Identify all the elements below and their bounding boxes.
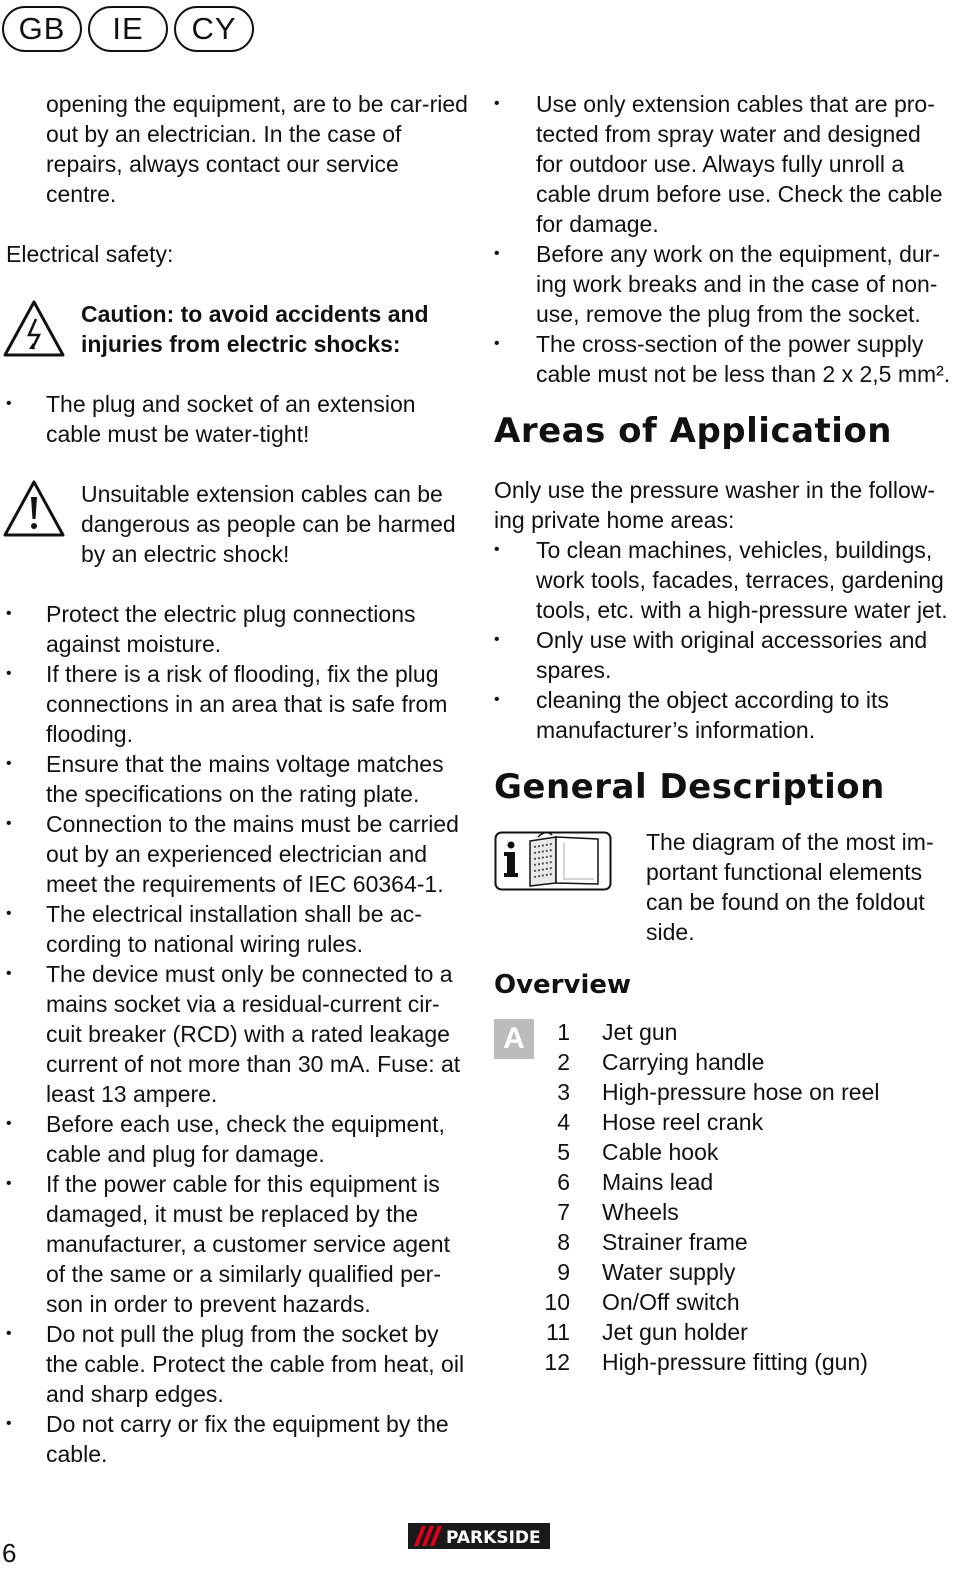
part-name: High-pressure hose on reel: [602, 1079, 880, 1105]
list-item: • The device must only be connected to a mains socket via a residual-current cir-cuit breaker (RCD) with a rated leakage current of not more than 30 mA. Fuse: at least 13 ampere.: [6, 959, 468, 1109]
areas-of-application-heading: Areas of Application: [494, 411, 893, 451]
language-badge-gb: GB: [2, 6, 82, 52]
list-item: [542, 1257, 879, 1287]
areas-intro: Only use the pressure washer in the follow-ing private home areas:: [494, 477, 936, 533]
list-item: [542, 1047, 879, 1077]
part-name: Cable hook: [602, 1139, 719, 1165]
list-item: [542, 1167, 879, 1197]
left-column: [6, 89, 468, 1469]
list-item: • If there is a risk of flooding, fix the plug connections in an area that is safe from flooding.: [6, 659, 468, 749]
list-item: [542, 1317, 879, 1347]
list-item: • Do not carry or fix the equipment by the cable.: [6, 1409, 468, 1469]
part-name: Jet gun holder: [602, 1319, 748, 1345]
list-item: • To clean machines, vehicles, buildings, work tools, facades, terraces, gardening tools, etc. with a high-pressure water jet.: [494, 535, 954, 625]
list-item: • Before each use, check the equipment, cable and plug for damage.: [6, 1109, 468, 1169]
exclamation-warning-icon: [2, 479, 66, 539]
part-name: Carrying handle: [602, 1049, 765, 1075]
electrical-safety-list: [6, 599, 468, 1469]
part-number: 6: [557, 1169, 570, 1195]
list-item: • The plug and socket of an extension cable must be water-tight!: [6, 389, 468, 449]
list-item: • Ensure that the mains voltage matches the specifications on the rating plate.: [6, 749, 468, 809]
part-name: Strainer frame: [602, 1229, 748, 1255]
list-item: [542, 1137, 879, 1167]
language-badges: [2, 6, 254, 52]
figure-a-badge: A: [494, 1019, 534, 1059]
list-item: • Before any work on the equipment, dur-ing work breaks and in the case of non-use, remove the plug from the socket.: [494, 239, 954, 329]
part-number: 8: [557, 1229, 570, 1255]
part-number: 2: [557, 1049, 570, 1075]
right-column: [494, 89, 954, 1377]
part-name: Hose reel crank: [602, 1109, 764, 1135]
list-item: • If the power cable for this equipment is damaged, it must be replaced by the manufacturer, a customer service agent of the same or a similarly qualified per-son in order to prevent hazards.: [6, 1169, 468, 1319]
part-name: Mains lead: [602, 1169, 714, 1195]
caution-block: [6, 299, 468, 359]
overview-heading: Overview: [494, 970, 632, 1000]
logo-text: PARKSIDE: [446, 1528, 541, 1548]
warning-text: Unsuitable extension cables can be dangerous as people can be harmed by an electric shock!: [81, 481, 456, 567]
list-item: • The electrical installation shall be ac-cording to national wiring rules.: [6, 899, 468, 959]
part-name: Jet gun: [602, 1019, 678, 1045]
general-description-text: The diagram of the most im-portant functional elements can be found on the foldout side.: [646, 829, 934, 945]
part-number: 5: [557, 1139, 570, 1165]
general-description-block: [494, 827, 954, 947]
part-name: Wheels: [602, 1199, 679, 1225]
extension-cable-list: [494, 89, 954, 389]
part-number: 1: [557, 1019, 570, 1045]
list-item: [542, 1347, 879, 1377]
list-item: [542, 1017, 879, 1047]
electric-shock-warning-icon: [2, 299, 66, 359]
part-number: 3: [557, 1079, 570, 1105]
list-item: [542, 1287, 879, 1317]
list-item: • Do not pull the plug from the socket by the cable. Protect the cable from heat, oil and sharp edges.: [6, 1319, 468, 1409]
part-number: 10: [544, 1289, 570, 1315]
part-number: 9: [557, 1259, 570, 1285]
language-badge-ie: IE: [88, 6, 168, 52]
list-item: [542, 1197, 879, 1227]
part-name: Water supply: [602, 1259, 736, 1285]
overview-block: [494, 1017, 954, 1377]
list-item: [542, 1227, 879, 1257]
list-item: • The cross-section of the power supply cable must not be less than 2 x 2,5 mm².: [494, 329, 954, 389]
parkside-logo: [408, 1523, 550, 1549]
part-name: On/Off switch: [602, 1289, 740, 1315]
part-name: High-pressure fitting (gun): [602, 1349, 868, 1375]
electrical-safety-heading: Electrical safety:: [6, 241, 174, 267]
list-item: • cleaning the object according to its manufacturer’s information.: [494, 685, 954, 745]
part-number: 7: [557, 1199, 570, 1225]
caution-text: Caution: to avoid accidents and injuries from electric shocks:: [81, 301, 429, 357]
page-number: 6: [2, 1538, 17, 1568]
list-item: • Connection to the mains must be carried out by an experienced electrician and meet the requirements of IEC 60364-1.: [6, 809, 468, 899]
plug-socket-list: [6, 389, 468, 449]
parts-list: [542, 1017, 879, 1377]
list-item: • Protect the electric plug connections against moisture.: [6, 599, 468, 659]
info-manual-icon: [494, 831, 612, 891]
intro-paragraph: opening the equipment, are to be car-ried out by an electrician. In the case of repairs, always contact our service centre.: [46, 91, 468, 207]
areas-list: [494, 535, 954, 745]
list-item: • Use only extension cables that are pro-tected from spray water and designed for outdoor use. Always fully unroll a cable drum before use. Check the cable for damage.: [494, 89, 954, 239]
list-item: • Only use with original accessories and spares.: [494, 625, 954, 685]
warning-block: [6, 479, 468, 569]
general-description-heading: General Description: [494, 767, 885, 807]
part-number: 4: [557, 1109, 570, 1135]
language-badge-cy: CY: [174, 6, 254, 52]
part-number: 11: [546, 1319, 570, 1345]
part-number: 12: [544, 1349, 570, 1375]
list-item: [542, 1107, 879, 1137]
list-item: [542, 1077, 879, 1107]
